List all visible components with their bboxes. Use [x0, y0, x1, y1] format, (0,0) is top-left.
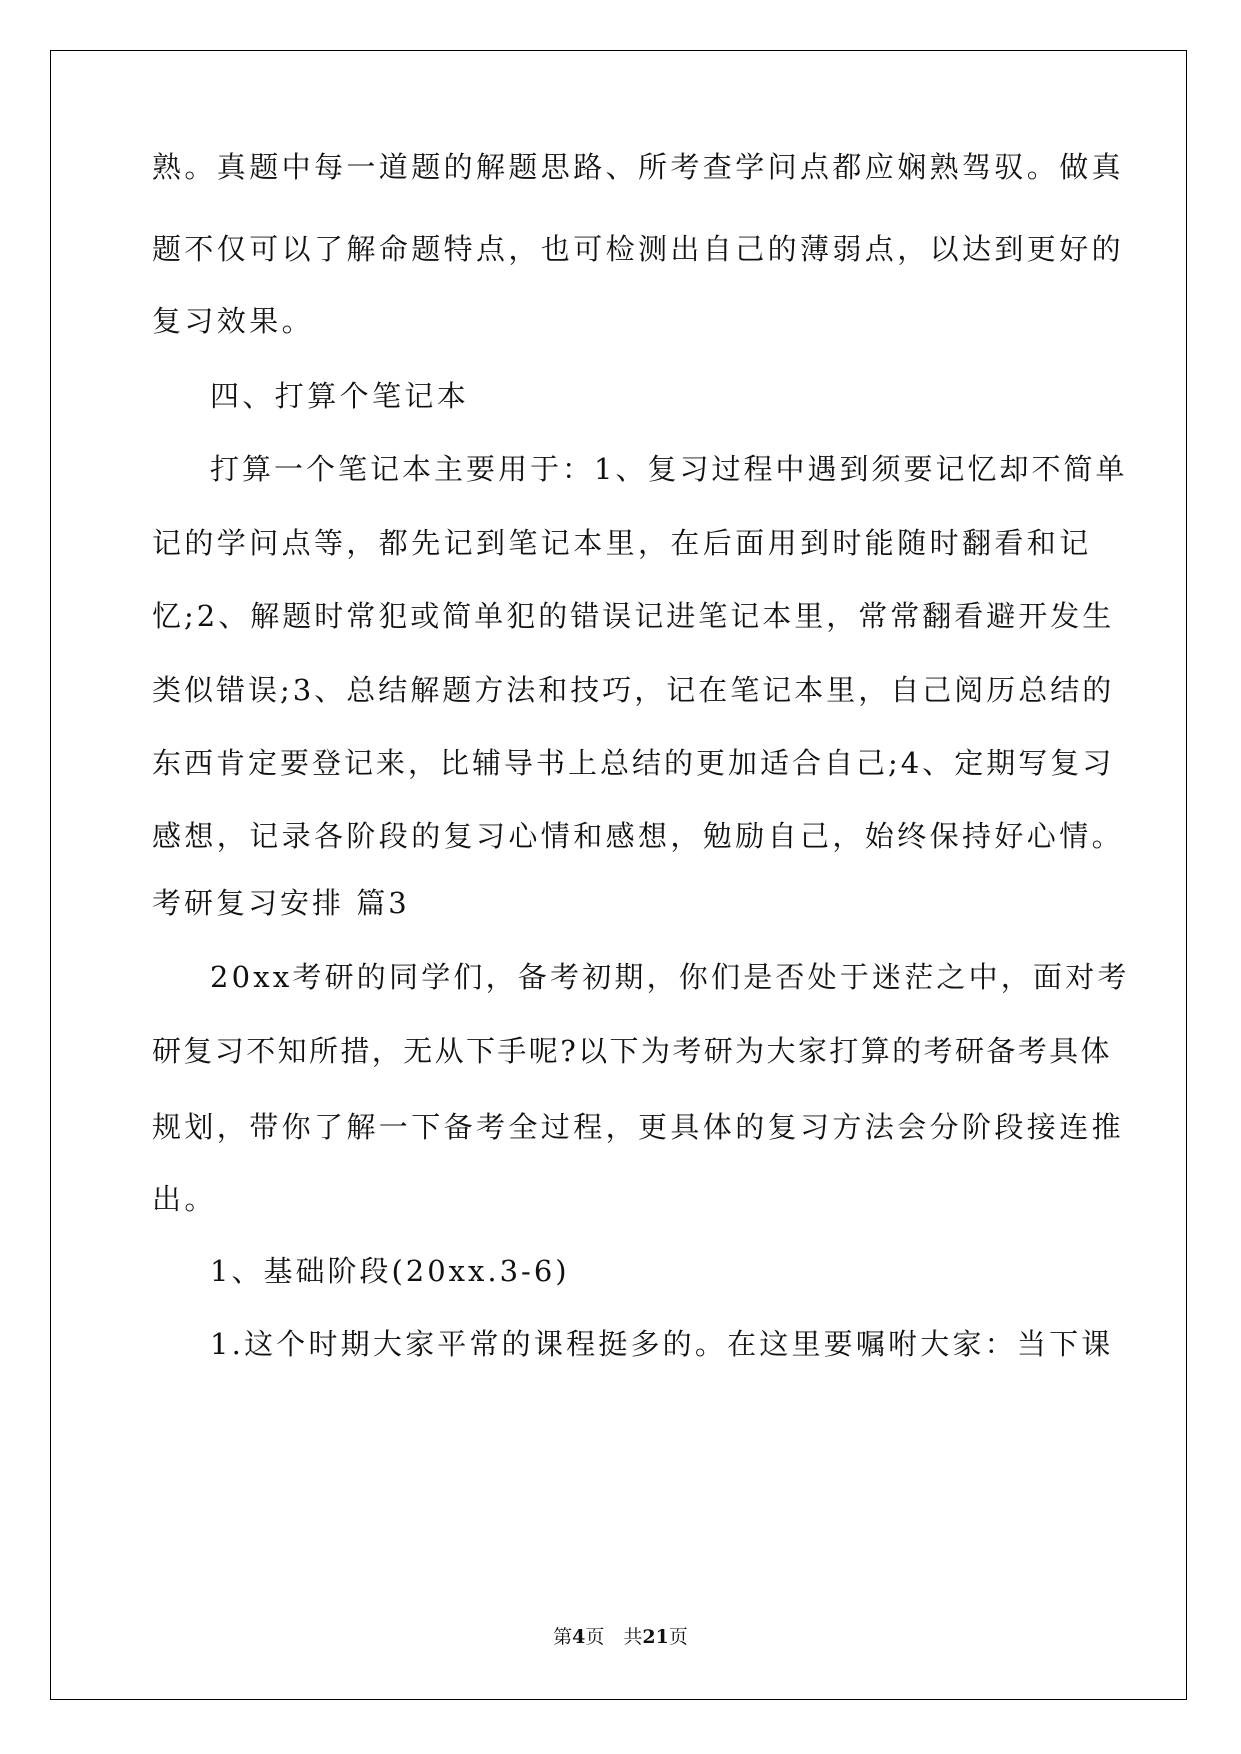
- text-line: 规划，带你了解一下备考全过程，更具体的复习方法会分阶段接连推: [152, 1110, 1125, 1144]
- text-line: 感想，记录各阶段的复习心情和感想，勉励自己，始终保持好心情。: [152, 819, 1125, 853]
- text-line: 类似错误;3、总结解题方法和技巧，记在笔记本里，自己阅历总结的: [152, 673, 1115, 707]
- footer-page-total: 21: [642, 1626, 669, 1648]
- text-line: 忆;2、解题时常犯或简单犯的错误记进笔记本里，常常翻看避开发生: [152, 599, 1115, 633]
- text-line: 研复习不知所措，无从下手呢?以下为考研为大家打算的考研备考具体: [152, 1034, 1112, 1068]
- footer-page-suffix: 页: [668, 1626, 688, 1648]
- page-border: [50, 50, 1187, 1700]
- footer-page-mid: 页 共: [585, 1626, 643, 1648]
- footer-page-current: 4: [572, 1626, 586, 1648]
- text-line: 题不仅可以了解命题特点，也可检测出自己的薄弱点，以达到更好的: [152, 232, 1125, 266]
- text-line: 1.这个时期大家平常的课程挺多的。在这里要嘱咐大家：当下课: [210, 1327, 1114, 1361]
- text-line: 复习效果。: [152, 304, 315, 338]
- text-line: 20xx考研的同学们，备考初期，你们是否处于迷茫之中，面对考: [210, 960, 1130, 994]
- page-footer: [0, 1622, 1241, 1649]
- footer-page-prefix: 第: [553, 1626, 573, 1648]
- stage-heading: 1、基础阶段(20xx.3-6): [210, 1254, 570, 1288]
- text-line: 熟。真题中每一道题的解题思路、所考查学问点都应娴熟驾驭。做真: [152, 150, 1125, 184]
- section-heading: 四、打算个笔记本: [210, 379, 470, 413]
- text-line: 记的学问点等，都先记到笔记本里，在后面用到时能随时翻看和记: [152, 526, 1092, 560]
- chapter-title: 考研复习安排 篇3: [152, 886, 410, 920]
- text-line: 打算一个笔记本主要用于：1、复习过程中遇到须要记忆却不简单: [210, 452, 1128, 486]
- text-line: 出。: [152, 1182, 217, 1216]
- text-line: 东西肯定要登记来，比辅导书上总结的更加适合自己;4、定期写复习: [152, 746, 1115, 780]
